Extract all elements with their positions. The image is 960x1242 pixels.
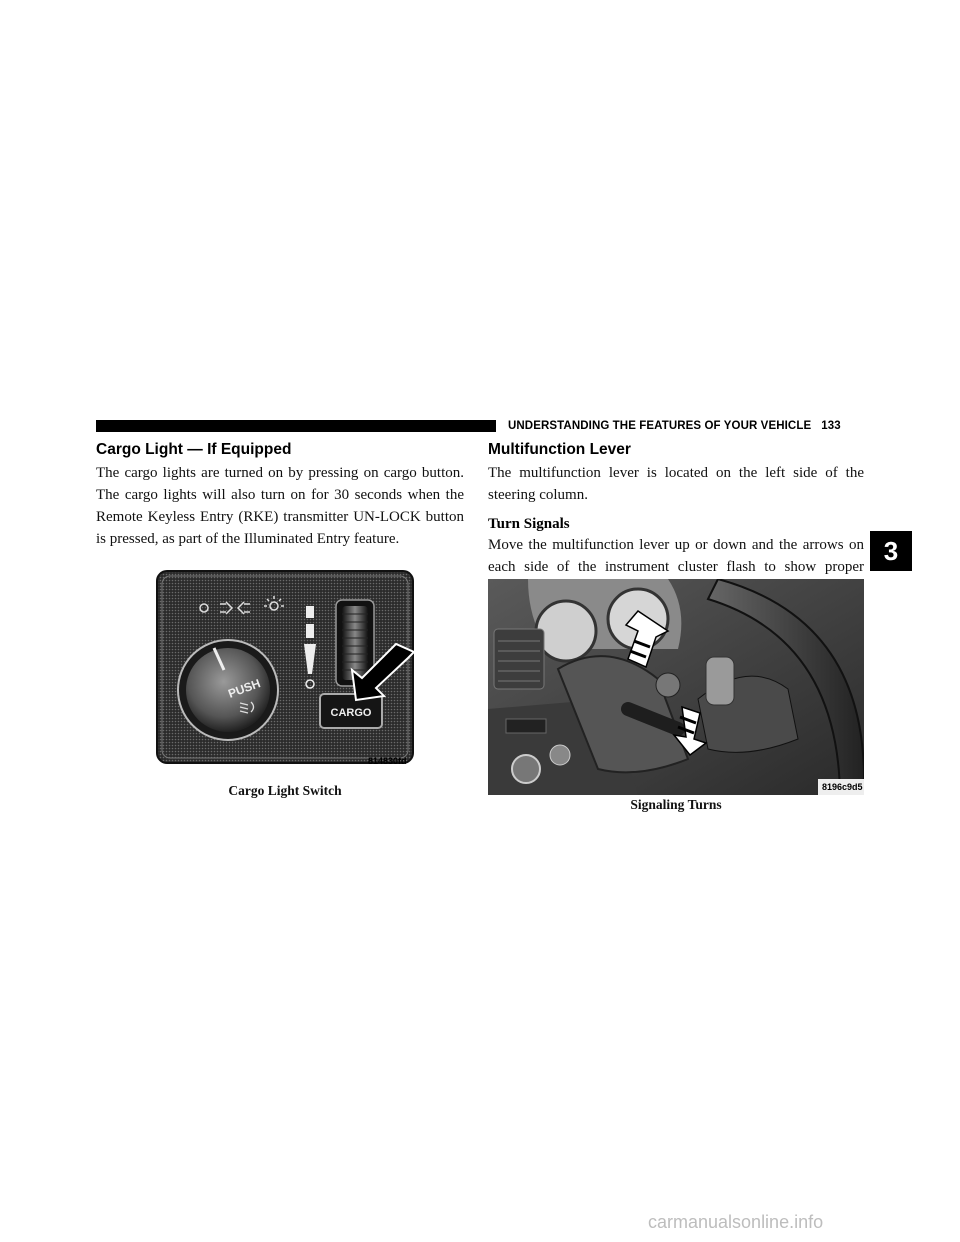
dimmer-wheel[interactable]: [342, 606, 368, 680]
dash-knob: [550, 745, 570, 765]
wheel-control: [706, 657, 734, 705]
cargo-light-switch-figure: [156, 570, 414, 764]
signaling-turns-figure: [488, 579, 864, 795]
dimmer-mark: [306, 624, 314, 638]
multifunction-lever-intro: The multifunction lever is located on the left side of the steering column.: [488, 465, 864, 503]
dash-slot: [506, 719, 546, 733]
cargo-button-label: CARGO: [330, 707, 372, 719]
cargo-figure-code: 814830fd: [368, 756, 407, 766]
turn-signals-heading: Turn Signals: [488, 516, 570, 532]
header-title: UNDERSTANDING THE FEATURES OF YOUR VEHICLE: [508, 420, 812, 432]
air-vent: [494, 629, 544, 689]
running-header: [508, 418, 841, 434]
headlamp-knob: [512, 755, 540, 783]
multifunction-lever-heading: Multifunction Lever: [488, 441, 631, 458]
turn-signals-body: Move the multifunction lever up or down and the arrows on each side of the instrument cluster flash to show proper: [488, 537, 864, 575]
lever-knob: [656, 673, 680, 697]
gauge: [536, 601, 596, 661]
signaling-figure-caption: Signaling Turns: [630, 797, 722, 812]
header-bar: [96, 420, 496, 432]
cargo-light-heading: Cargo Light — If Equipped: [96, 441, 292, 458]
page-number: 133: [821, 420, 841, 432]
dimmer-mark: [306, 606, 314, 618]
knob-push-label: PUSH: [226, 676, 263, 701]
signaling-figure-code: 8196c9d5: [822, 782, 863, 792]
cargo-light-body: The cargo lights are turned on by pressing on cargo button. The cargo lights will also turn on for 30 seconds when the Remote Keyless Entry (RKE) transmitter UN-LOCK button is pressed, as part of the Illuminated Entry feature.: [96, 465, 464, 547]
left-column: [96, 440, 464, 550]
right-column: [488, 440, 864, 600]
watermark: carmanualsonline.info: [648, 1212, 824, 1232]
turn-signal-illustration: [488, 579, 864, 795]
chapter-tab: 3: [870, 531, 912, 571]
cargo-figure-caption: Cargo Light Switch: [228, 783, 342, 798]
cargo-switch-illustration: [156, 570, 414, 764]
